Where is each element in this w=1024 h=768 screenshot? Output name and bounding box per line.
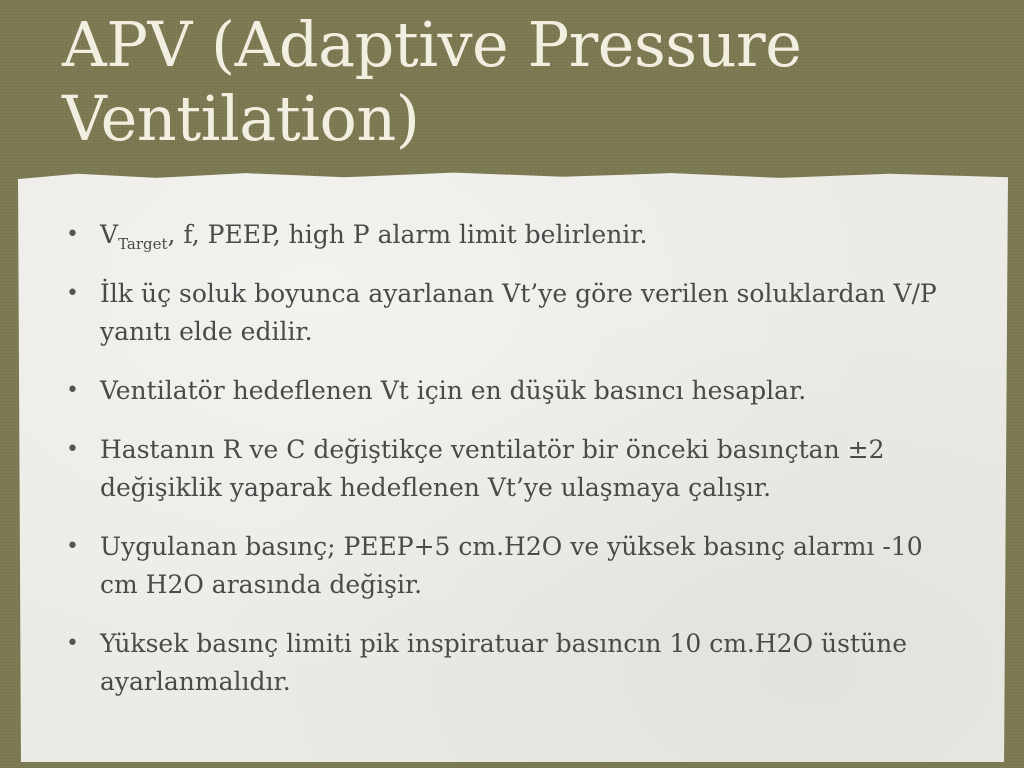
bullet-text: Ventilatör hedeflenen Vt için en düşük basıncı hesaplar. [100, 376, 807, 405]
bullet-dot-icon: • [66, 631, 79, 656]
bullet-list [66, 216, 966, 722]
bullet-dot-icon: • [66, 437, 79, 462]
bullet-text: Yüksek basınç limiti pik inspiratuar basıncın 10 cm.H2O üstüne ayarlanmalıdır. [100, 629, 908, 696]
bullet-dot-icon: • [66, 534, 79, 559]
bullet-text: Hastanın R ve C değiştikçe ventilatör bir önceki basınçtan ±2 değişiklik yaparak hedeflenen Vt’ye ulaşmaya çalışır. [100, 435, 885, 502]
slide-title: APV (Adaptive Pressure Ventilation) [62, 8, 802, 155]
bullet-item [66, 528, 966, 604]
bullet-item [66, 216, 966, 254]
bullet-text-prefix: V [100, 220, 119, 249]
bullet-text-subscript: Target [118, 235, 168, 253]
bullet-dot-icon: • [66, 281, 79, 306]
bullet-dot-icon: • [66, 222, 79, 247]
bullet-text: İlk üç soluk boyunca ayarlanan Vt’ye göre verilen soluklardan V/P yanıtı elde edilir. [100, 279, 937, 346]
bullet-text: , f, PEEP, high P alarm limit belirlenir. [167, 220, 648, 249]
bullet-item [66, 372, 966, 410]
bullet-text: Uygulanan basınç; PEEP+5 cm.H2O ve yüksek basınç alarmı -10 cm H2O arasında değişir. [100, 532, 923, 599]
bullet-dot-icon: • [66, 378, 79, 403]
bullet-item [66, 275, 966, 351]
bullet-item [66, 431, 966, 507]
bullet-item [66, 625, 966, 701]
